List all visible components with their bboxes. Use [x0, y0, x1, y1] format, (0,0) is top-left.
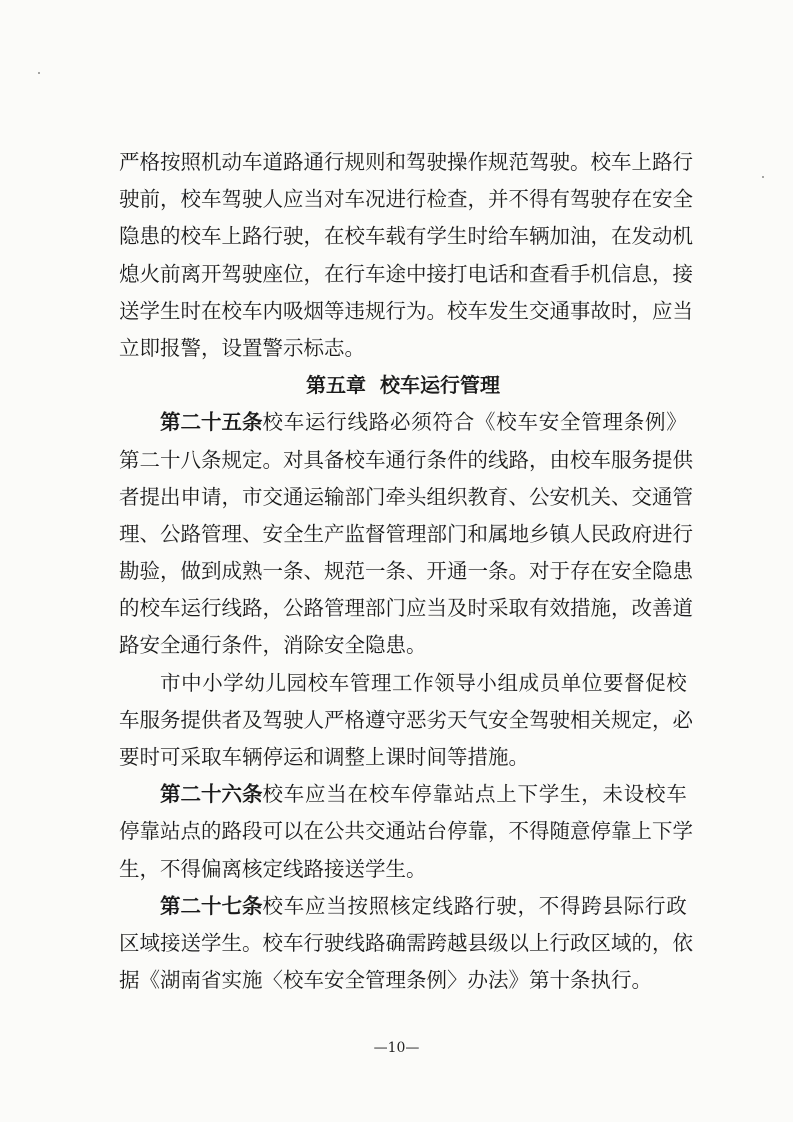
text-line: 隐 患 的 校 车 上 路 行 驶 ， 在 校 车 载 有 学 生 时 给 车 辆 加 油 ， 在 发 动 机 [119, 224, 693, 249]
text-line: 立 即 报 警 ， 设 置 警 示 标 志 。 [119, 335, 365, 360]
text-line: 严 格 按 照 机 动 车 道 路 通 行 规 则 和 驾 驶 操 作 规 范 驾 驶 。 校 车 上 路 行 [119, 150, 693, 174]
chapter-heading [119, 367, 687, 404]
text-line: 据 《 湖 南 省 实 施 〈 校 车 安 全 管 理 条 例 〉 办 法 》 第 十 条 执 行 。 [119, 968, 652, 993]
text-line: 熄 火 前 离 开 驾 驶 座 位 ， 在 行 车 途 中 接 打 电 话 和 查 看 手 机 信 息 ， 接 [119, 261, 693, 286]
document-body [119, 144, 693, 999]
text-line: 要 时 可 采 取 车 辆 停 运 和 调 整 上 课 时 间 等 措 施 。 [119, 745, 529, 769]
text-line: 理 、 公 路 管 理 、 安 全 生 产 监 督 管 理 部 门 和 属 地 乡 镇 人 民 政 府 进 行 [119, 521, 693, 546]
article-first-line [119, 404, 687, 441]
scan-speck [762, 176, 764, 178]
paragraph-first-line: 市 中 小 学 幼 儿 园 校 车 管 理 工 作 领 导 小 组 成 员 单 位 要 督 促 校 [160, 670, 687, 695]
article-first-line [119, 888, 687, 925]
text-line: 的 校 车 运 行 线 路 ， 公 路 管 理 部 门 应 当 及 时 采 取 有 效 措 施 ， 改 善 道 [119, 596, 693, 621]
text-line: 车 服 务 提 供 者 及 驾 驶 人 严 格 遵 守 恶 劣 天 气 安 全 驾 驶 相 关 规 定 ， 必 [119, 707, 693, 732]
text-line: 第 二 十 八 条 规 定 。 对 具 备 校 车 通 行 条 件 的 线 路 ， 由 校 车 服 务 提 供 [119, 447, 693, 472]
text-line: 校 车 应 当 按 照 核 定 线 路 行 驶 ， 不 得 跨 县 际 行 政 [262, 893, 687, 918]
page-number: —10— [373, 1040, 420, 1056]
text-line: 驶 前 ， 校 车 驾 驶 人 应 当 对 车 况 进 行 检 查 ， 并 不 得 有 驾 驶 存 在 安 全 [119, 187, 693, 212]
text-line: 生 ， 不 得 偏 离 核 定 线 路 接 送 学 生 。 [119, 856, 427, 881]
chapter-heading-text: 第五章 校车运行管理 [306, 373, 500, 398]
article-label: 第二十六条 [160, 782, 263, 807]
text-line: 勘 验 ， 做 到 成 熟 一 条 、 规 范 一 条 、 开 通 一 条 。 对 于 存 在 安 全 隐 患 [119, 559, 693, 584]
text-line: 停 靠 站 点 的 路 段 可 以 在 公 共 交 通 站 台 停 靠 ， 不 得 随 意 停 靠 上 下 学 [119, 819, 693, 844]
text-line: 路 安 全 通 行 条 件 ， 消 除 安 全 隐 患 。 [119, 633, 427, 658]
article-label: 第二十五条 [160, 410, 263, 435]
text-line: 送 学 生 时 在 校 车 内 吸 烟 等 违 规 行 为 。 校 车 发 生 交 通 事 故 时 ， 应 当 [119, 298, 693, 323]
text-line: 者 提 出 申 请 ， 市 交 通 运 输 部 门 牵 头 组 织 教 育 、 公 安 机 关 、 交 通 管 [119, 484, 693, 509]
text-line: 校 车 运 行 线 路 必 须 符 合 《 校 车 安 全 管 理 条 例 》 [262, 410, 687, 435]
scan-speck [38, 72, 40, 74]
text-line: 区 域 接 送 学 生 。 校 车 行 驶 线 路 确 需 跨 越 县 级 以 上 行 政 区 域 的 ， 依 [119, 930, 693, 955]
text-line: 校 车 应 当 在 校 车 停 靠 站 点 上 下 学 生 ， 未 设 校 车 [262, 782, 687, 807]
article-first-line [119, 776, 687, 813]
article-label: 第二十七条 [160, 893, 263, 918]
